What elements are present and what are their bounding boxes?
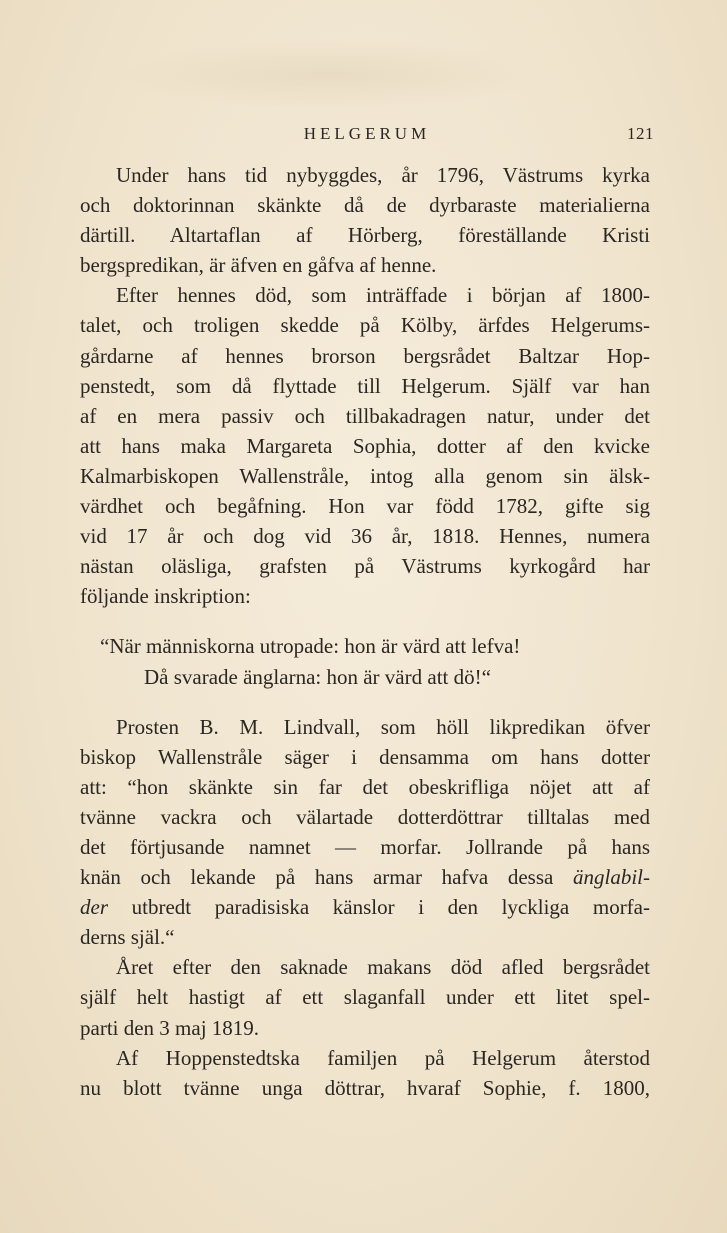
text-line: Under hans tid nybyggdes, år 1796, Västrums kyrka xyxy=(116,163,650,187)
paragraph xyxy=(80,280,650,611)
text-line: Af Hoppenstedtska familjen på Helgerum återstod xyxy=(116,1045,650,1070)
text-line: det förtjusande namnet — morfar. Jollrande på hans xyxy=(80,834,650,859)
text-line: nu blott tvänne unga döttrar, hvaraf Sophie, f. 1800, xyxy=(80,1075,650,1100)
text-line: nästan oläsliga, grafsten på Västrums kyrkogård har xyxy=(80,554,650,579)
text-line: därtill. Altartaflan af Hörberg, föreställande Kristi xyxy=(80,223,650,248)
quote-line: Då svarade änglarna: hon är värd att dö!“ xyxy=(144,664,491,689)
text-line: biskop Wallenstråle säger i densamma om hans dotter xyxy=(80,744,650,769)
text-line: Året efter den saknade makans död afled bergsrådet xyxy=(116,955,650,980)
text-line xyxy=(80,862,650,892)
text-line: att hans maka Margareta Sophia, dotter af den kvicke xyxy=(80,433,650,458)
text-segment: utbredt paradisiska känslor i den lyckliga morfa- xyxy=(108,895,650,920)
text-line: parti den 3 maj 1819. xyxy=(80,1015,260,1040)
text-segment: knän och lekande på hans armar hafva dessa xyxy=(80,865,573,890)
paragraph xyxy=(80,160,650,280)
text-line: gårdarne af hennes brorson bergsrådet Baltzar Hop- xyxy=(80,343,650,368)
text-line: Efter hennes död, som inträffade i början af 1800- xyxy=(116,283,650,308)
page-header xyxy=(80,124,654,148)
running-head: HELGERUM xyxy=(303,124,431,143)
page-number: 121 xyxy=(627,124,654,143)
body-text xyxy=(80,160,650,1103)
text-line: att: “hon skänkte sin far det obeskrifliga nöjet att af xyxy=(80,774,650,799)
text-line: derns själ.“ xyxy=(80,925,175,950)
quote-line: “När människorna utropade: hon är värd att lefva! xyxy=(100,634,521,659)
text-line: talet, och troligen skedde på Kölby, ärfdes Helgerums- xyxy=(80,313,650,338)
text-line: och doktorinnan skänkte då de dyrbaraste materialierna xyxy=(80,193,650,218)
text-line: af en mera passiv och tillbakadragen natur, under det xyxy=(80,403,650,428)
italic-word: änglabil- xyxy=(573,865,650,890)
text-line: vid 17 år och dog vid 36 år, 1818. Hennes, numera xyxy=(80,524,650,549)
text-line: Kalmarbiskopen Wallenstråle, intog alla genom sin älsk- xyxy=(80,463,650,488)
text-line: tvänne vackra och välartade dotterdöttrar tilltalas med xyxy=(80,804,650,829)
paragraph xyxy=(80,952,650,1042)
text-line: följande inskription: xyxy=(80,584,251,609)
text-line: själf helt hastigt af ett slaganfall under ett litet spel- xyxy=(80,985,650,1010)
text-line xyxy=(80,892,650,922)
text-line: penstedt, som då flyttade till Helgerum. Själf var han xyxy=(80,373,650,398)
paper-stain xyxy=(120,40,540,110)
italic-word: der xyxy=(80,895,108,920)
paragraph xyxy=(80,1043,650,1103)
text-line: Prosten B. M. Lindvall, som höll likpredikan öfver xyxy=(116,714,650,739)
text-line: bergspredikan, är äfven en gåfva af henne. xyxy=(80,253,437,278)
paragraph xyxy=(80,712,650,953)
text-line: värdhet och begåfning. Hon var född 1782, gifte sig xyxy=(80,494,650,519)
inscription-quote xyxy=(80,631,650,691)
